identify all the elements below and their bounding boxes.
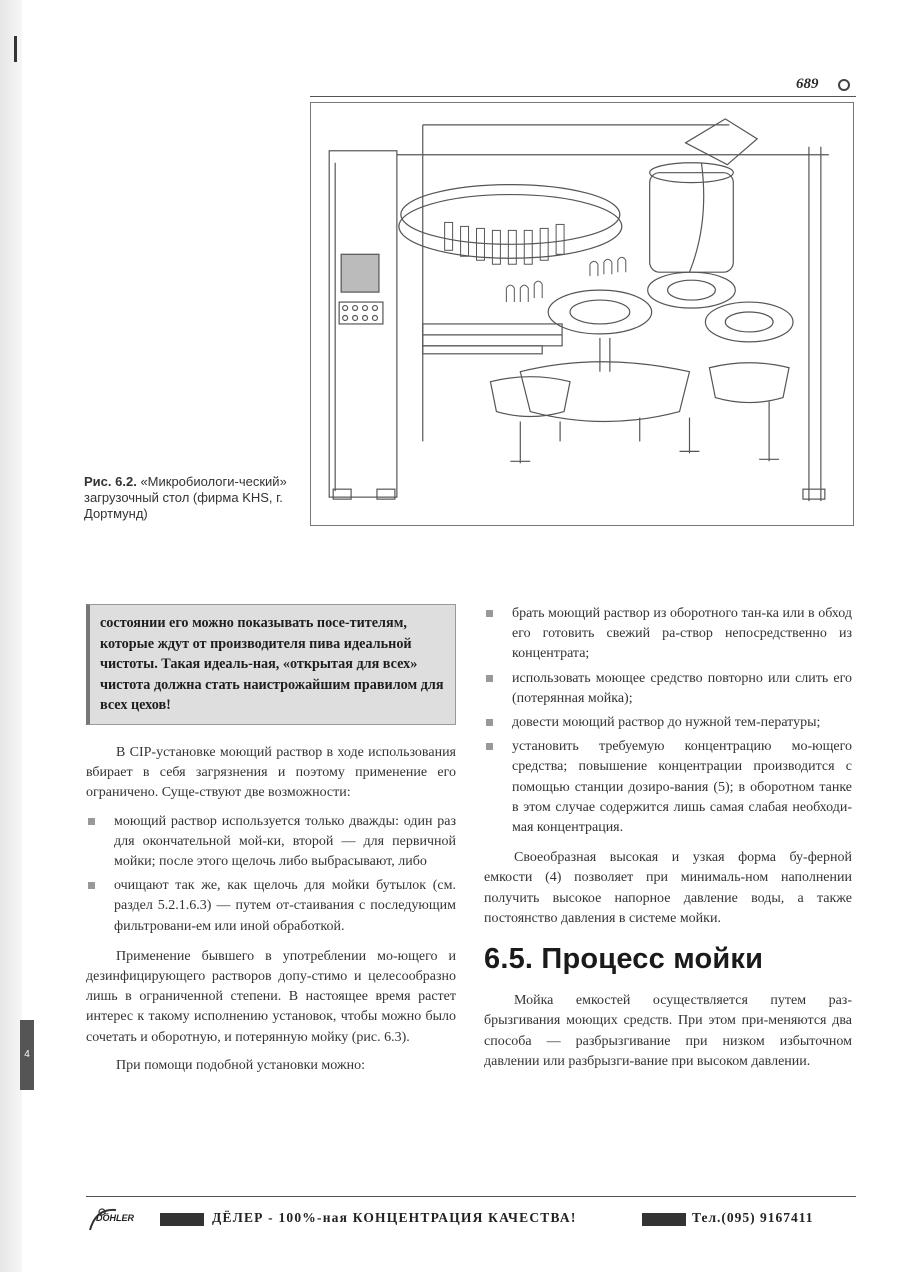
bullet-icon: [486, 675, 493, 682]
list-item: [484, 713, 852, 733]
page-number: 689: [796, 76, 819, 92]
figure-label: Рис. 6.2.: [84, 474, 137, 489]
bullet-list: [484, 604, 852, 838]
bullet-icon: [88, 882, 95, 889]
footer-bar: [160, 1213, 204, 1226]
right-column: [484, 604, 852, 1080]
page-marker-icon: [838, 79, 850, 91]
paragraph: Своеобразная высокая и узкая форма бу-ферной емкости (4) позволяет при минималь-ном наполнении получить высокое напорное давление воды, а также постоянство давления в системе мойки.: [484, 850, 852, 926]
bullet-icon: [486, 719, 493, 726]
bullet-icon: [486, 610, 493, 617]
list-item-text: брать моющий раствор из оборотного тан-ка или в обход его готовить свежий ра-створ непосредственно из концентрата;: [512, 606, 852, 662]
header-rule: [310, 96, 856, 97]
logo-text: DÖHLER: [96, 1213, 134, 1223]
left-column: [86, 604, 456, 1084]
footer-banner: [86, 1204, 856, 1234]
bullet-icon: [486, 743, 493, 750]
list-item: [484, 669, 852, 709]
list-item: [86, 812, 456, 873]
list-item-text: очищают так же, как щелочь для мойки бутылок (см. раздел 5.2.1.6.3) — путем от-стаивания с последующим фильтровани-ем или иной обработкой.: [114, 878, 456, 934]
paragraph: Применение бывшего в употреблении мо-ющего и дезинфицирующего растворов допу-стимо и целесообразно лишь в ограниченной степени. В настоящее время растет интерес к такому исполнению установок, чтобы можно было сочетать и оборотную, и потерянную мойку (рис. 6.3).: [86, 948, 456, 1045]
footer-phone: Тел.(095) 9167411: [692, 1210, 814, 1225]
chapter-tab: 4: [20, 1020, 34, 1090]
highlight-box: состоянии его можно показывать посе-тителям, которые ждут от производителя пива идеальной чистоты. Такая идеаль-ная, «открытая для всех» чистота должна стать наистрожайшим правилом для всех цехов!: [86, 604, 456, 725]
paragraph: Мойка емкостей осуществляется путем раз-брызгивания моющих средств. При этом при-меняются два способа — разбрызгивание при низком избыточном давлении или разбрызги-вание при высоком давлении.: [484, 993, 852, 1069]
figure-caption: [84, 474, 294, 522]
control-screen: [341, 254, 379, 292]
bullet-icon: [88, 818, 95, 825]
scan-edge: [0, 0, 22, 1272]
dohler-logo: [86, 1204, 152, 1234]
figure-caption-text: «Микробиологи-ческий» загрузочный стол (фирма KHS, г. Дортмунд): [84, 474, 287, 521]
paragraph: В CIP-установке моющий раствор в ходе использования вбирает в себя загрязнения и поэтому применение его ограничено. Суще-ствуют две возможности:: [86, 744, 456, 801]
list-item-text: моющий раствор используется только дважды: один раз для окончательной мой-ки, второй — для первичной мойки; после этого щелочь либо выбрасывают, либо: [114, 813, 456, 869]
section-heading: 6.5. Процесс мойки: [484, 943, 764, 976]
bullet-list: [86, 812, 456, 937]
list-item: [86, 876, 456, 937]
list-item-text: использовать моющее средство повторно или слить его (потерянная мойка);: [512, 670, 852, 706]
footer-rule: [86, 1196, 856, 1197]
footer-bar: [642, 1213, 686, 1226]
scan-mark: [14, 36, 17, 62]
figure-loading-table: [310, 102, 854, 526]
paragraph: При помощи подобной установки можно:: [116, 1057, 365, 1073]
footer-tagline: ДЁЛЕР - 100%-ная КОНЦЕНТРАЦИЯ КАЧЕСТВА!: [212, 1210, 577, 1225]
machine-illustration: [311, 103, 853, 525]
list-item-text: установить требуемую концентрацию мо-ющего средства; повышение концентрации производится с помощью станции дозиро-вания (5); в оборотном танке в этом случае содержится лишь самая слабая необходи-мая концентрация.: [512, 739, 852, 836]
list-item: [484, 737, 852, 838]
list-item: [484, 604, 852, 665]
list-item-text: довести моющий раствор до нужной тем-пературы;: [512, 715, 821, 731]
